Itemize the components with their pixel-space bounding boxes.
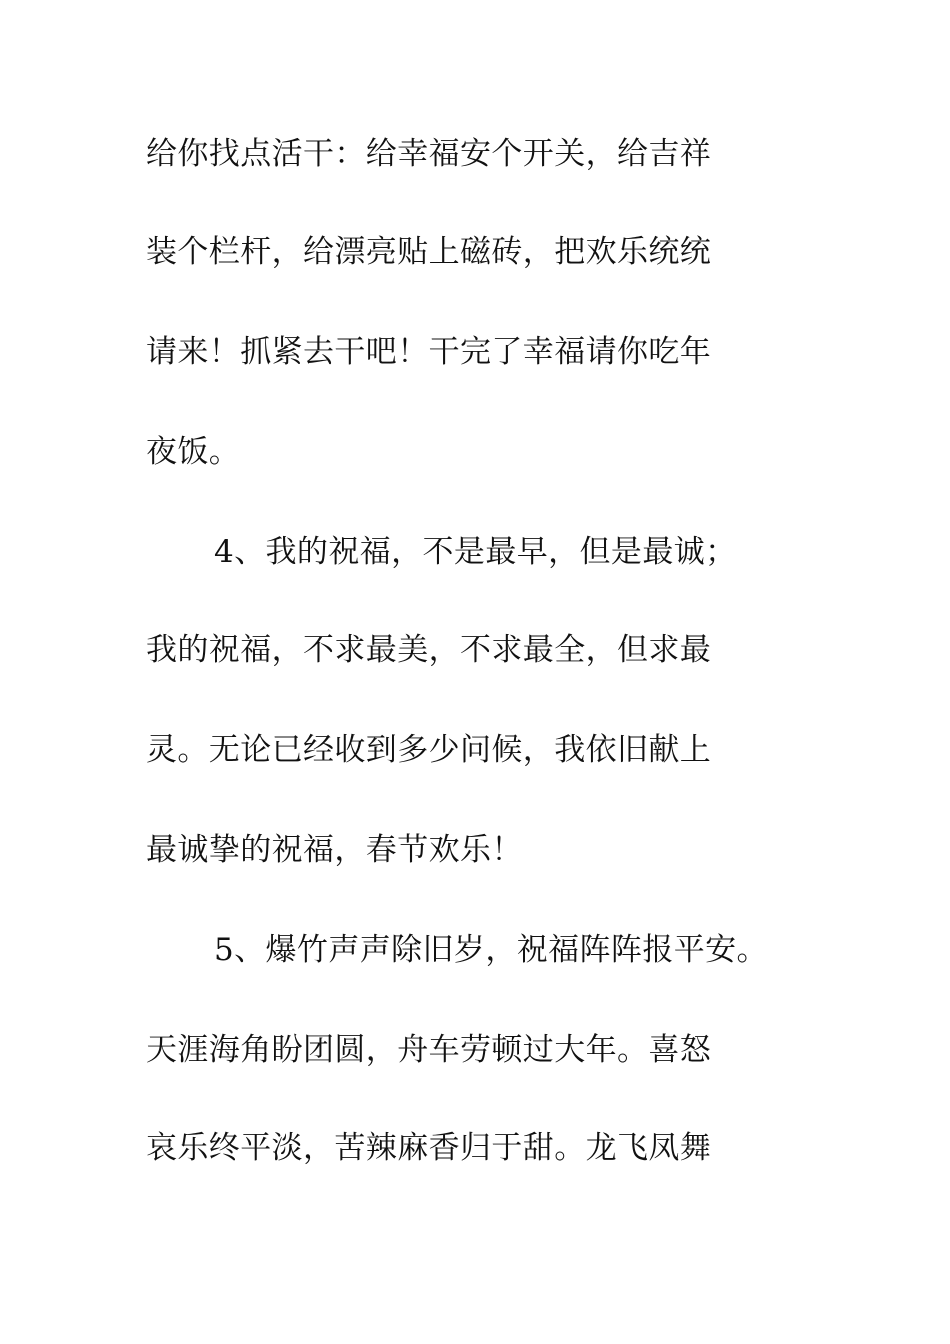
text-line-2: 装个栏杆，给漂亮贴上磁砖，把欢乐统统 [146, 234, 712, 270]
text-line-4: 夜饭。 [146, 434, 241, 470]
paragraph-4-line-2: 我的祝福，不求最美，不求最全，但求最 [146, 632, 712, 668]
paragraph-4-line-3: 灵。无论已经收到多少问候，我依旧献上 [146, 732, 712, 768]
text-line-1: 给你找点活干：给幸福安个开关，给吉祥 [146, 136, 712, 172]
paragraph-5-line-2: 天涯海角盼团圆，舟车劳顿过大年。喜怒 [146, 1032, 712, 1068]
text-line-3: 请来！抓紧去干吧！干完了幸福请你吃年 [146, 334, 712, 370]
paragraph-4-line-1: 4、我的祝福，不是最早，但是最诚； [214, 534, 737, 570]
paragraph-4-line-4: 最诚挚的祝福，春节欢乐！ [146, 832, 523, 868]
paragraph-5-line-1: 5、爆竹声声除旧岁，祝福阵阵报平安。 [214, 932, 768, 968]
paragraph-5-line-3: 哀乐终平淡，苦辣麻香归于甜。龙飞凤舞 [146, 1130, 712, 1166]
